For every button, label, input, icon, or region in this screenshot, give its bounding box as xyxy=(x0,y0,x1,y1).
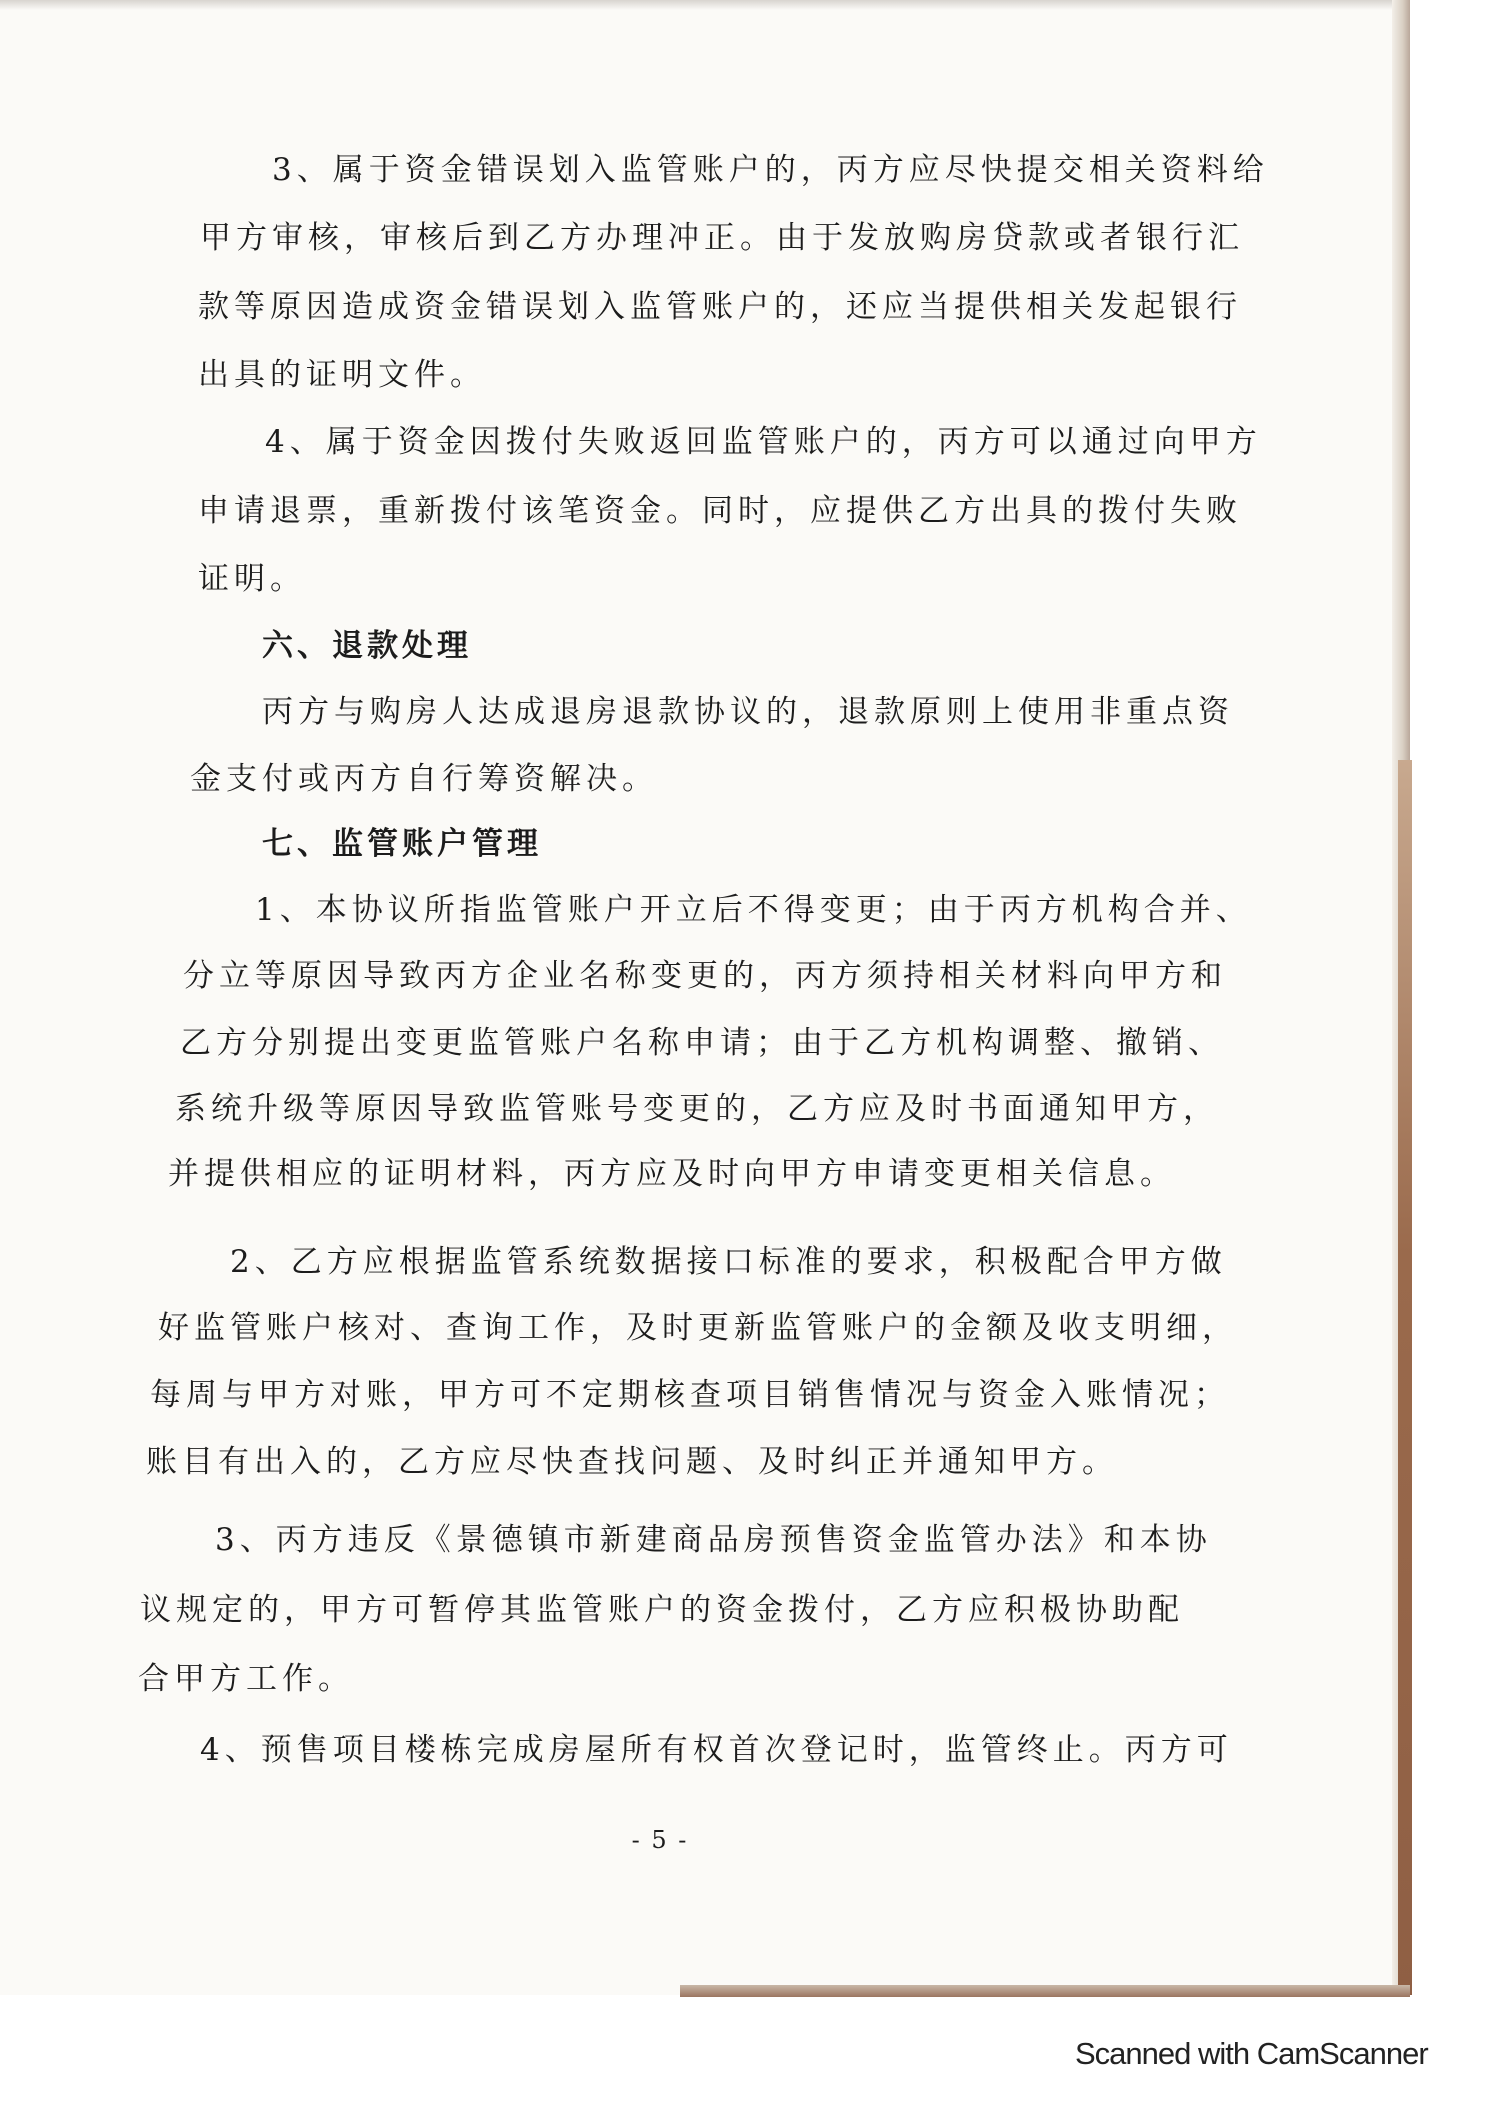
text-line: 账目有出入的，乙方应尽快查找问题、及时纠正并通知甲方。 xyxy=(146,1444,1118,1480)
text-line: 议规定的，甲方可暂停其监管账户的资金拨付，乙方应积极协助配 xyxy=(140,1592,1184,1628)
text-line: 出具的证明文件。 xyxy=(198,357,486,393)
text-line: 系统升级等原因导致监管账号变更的，乙方应及时书面通知甲方， xyxy=(175,1091,1219,1127)
text-line: 3、属于资金错误划入监管账户的，丙方应尽快提交相关资料给 xyxy=(272,152,1269,188)
text-line: 乙方分别提出变更监管账户名称申请；由于乙方机构调整、撤销、 xyxy=(180,1025,1224,1061)
page-number: - 5 - xyxy=(631,1826,689,1854)
text-line: 3、丙方违反《景德镇市新建商品房预售资金监管办法》和本协 xyxy=(215,1522,1212,1558)
text-line: 金支付或丙方自行筹资解决。 xyxy=(190,761,658,797)
text-line: 分立等原因导致丙方企业名称变更的，丙方须持相关材料向甲方和 xyxy=(183,958,1227,994)
text-line: 4、属于资金因拨付失败返回监管账户的，丙方可以通过向甲方 xyxy=(265,424,1262,460)
text-line: 并提供相应的证明材料，丙方应及时向甲方申请变更相关信息。 xyxy=(168,1156,1176,1192)
section-heading-account-management: 七、监管账户管理 xyxy=(262,826,542,862)
text-line: 申请退票，重新拨付该笔资金。同时，应提供乙方出具的拨付失败 xyxy=(198,493,1242,529)
camscanner-watermark: Scanned with CamScanner xyxy=(1075,2036,1428,2071)
paper-edge-bottom xyxy=(680,1985,1410,1997)
text-line: 2、乙方应根据监管系统数据接口标准的要求，积极配合甲方做 xyxy=(230,1244,1227,1280)
text-line: 1、本协议所指监管账户开立后不得变更；由于丙方机构合并、 xyxy=(255,892,1252,928)
text-line: 4、预售项目楼栋完成房屋所有权首次登记时，监管终止。丙方可 xyxy=(200,1732,1233,1768)
text-line: 证明。 xyxy=(198,561,306,597)
paper-edge-shadow xyxy=(1398,760,1412,1995)
section-heading-refund: 六、退款处理 xyxy=(262,628,472,664)
text-line: 好监管账户核对、查询工作，及时更新监管账户的金额及收支明细， xyxy=(158,1310,1238,1346)
text-line: 丙方与购房人达成退房退款协议的，退款原则上使用非重点资 xyxy=(262,694,1234,730)
text-line: 合甲方工作。 xyxy=(138,1661,354,1697)
text-line: 每周与甲方对账，甲方可不定期核查项目销售情况与资金入账情况； xyxy=(150,1377,1230,1413)
scan-top-shadow xyxy=(0,0,1410,10)
text-line: 甲方审核，审核后到乙方办理冲正。由于发放购房贷款或者银行汇 xyxy=(200,220,1244,256)
text-line: 款等原因造成资金错误划入监管账户的，还应当提供相关发起银行 xyxy=(198,289,1242,325)
